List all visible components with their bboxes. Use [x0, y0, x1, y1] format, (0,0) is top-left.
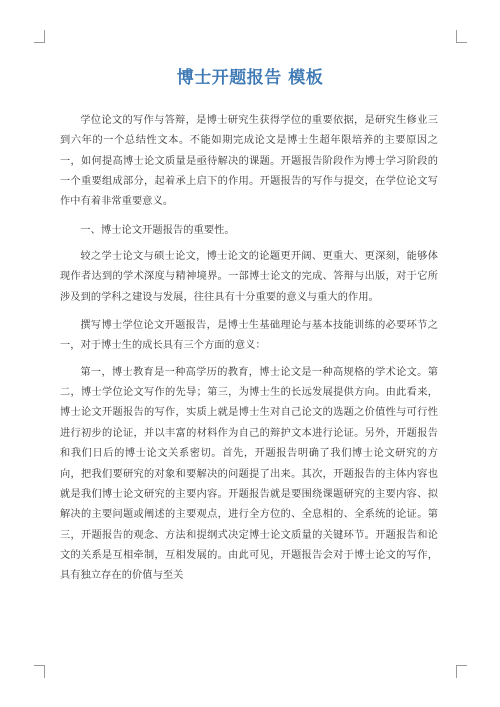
crop-mark-bottom-right — [456, 665, 467, 678]
paragraph-intro: 学位论文的写作与答辩，是博士研究生获得学位的重要依据，是研究生修业三到六年的一个总结性文本。不能如期完成论文是博士生超年限培养的主要原因之一，如何提高博士论文质量是亟待解决的课题。开题报告阶段作为博士学习阶段的一个重要组成部分，起着承上启下的作用。开题报告的写作与提交，在学位论文写作中有着非常重要意义。 — [60, 115, 438, 208]
document-body — [60, 111, 438, 595]
paragraph-comparison: 较之学士论文与硕士论文，博士论文的论题更开阔、更重大、更深刻，能够体现作者达到的学术深度与精神境界。一部博士论文的完成、答辩与出版，对于它所涉及到的学科之建设与发展，往往具有十分重要的意义与重大的作用。 — [60, 251, 438, 303]
crop-mark-bottom-left — [34, 665, 45, 678]
paragraph-details: 第一，博士教育是一种高学历的教育，博士论文是一种高规格的学术论文。第二，博士学位论文写作的先导；第三，为博士生的长远发展提供方向。由此看来，博士论文开题报告的写作，实质上就是博士生对自己论文的选题之价值性与可行性进行初步的论证，并以丰富的材料作为自己的辩护文本进行论证。另外，开题报告和我们日后的博士论文关系密切。首先，开题报告明确了我们博士论文研究的方向，把我们要研究的对象和要解决的问题提了出来。其次，开题报告的主体内容也就是我们博士论文研究的主要内容。开题报告就是要围绕课题研究的主要内容、拟解决的主要问题或阐述的主要观点，进行全方位的、全息相的、全系统的论证。第三，开题报告的观念、方法和提纲式决定博士论文质量的关键环节。开题报告和论文的关系是互相牵制，互相发展的。由此可见，开题报告会对于博士论文的写作，具有独立存在的价值与至关 — [60, 366, 438, 582]
crop-mark-top-left — [34, 30, 45, 43]
paragraph-significance: 撰写博士学位论文开题报告，是博士生基础理论与基本技能训练的必要环节之一，对于博士生的成长具有三个方面的意义： — [60, 320, 438, 352]
document-title: 博士开题报告 模板 — [176, 68, 324, 88]
section-heading: 一、博士论文开题报告的重要性。 — [80, 224, 235, 236]
crop-mark-top-right — [456, 30, 467, 43]
